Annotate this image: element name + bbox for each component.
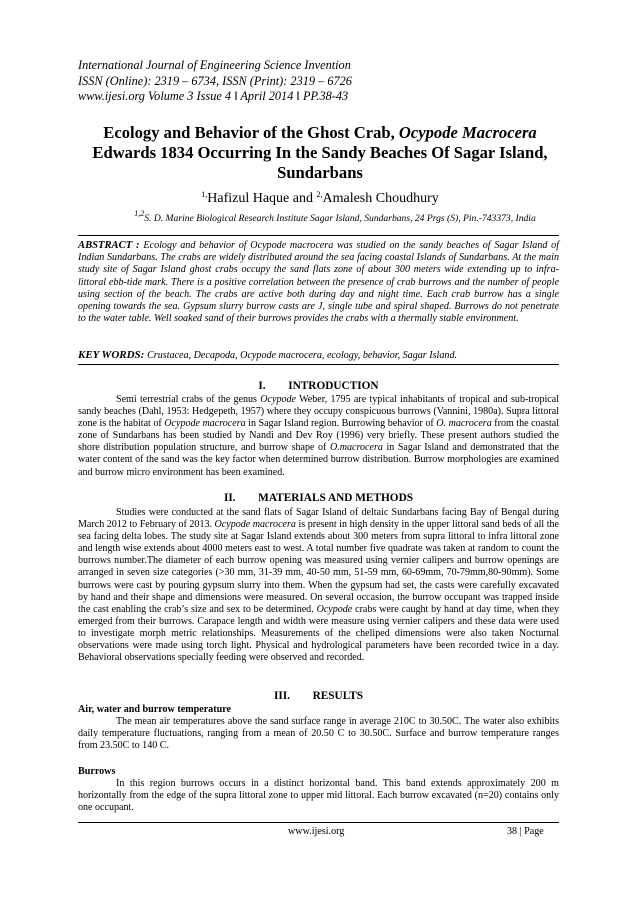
author-1: Hafizul Haque and xyxy=(207,191,317,206)
affiliation xyxy=(80,208,590,225)
journal-issn: ISSN (Online): 2319 – 6734, ISSN (Print): 2319 – 6726 xyxy=(78,73,352,88)
author-2-mark: 2, xyxy=(316,190,323,199)
journal-header xyxy=(78,58,578,105)
subheading-temperature: Air, water and burrow temperature xyxy=(78,704,231,715)
section-heading-introduction: I. INTRODUCTION xyxy=(258,380,379,392)
paper-title xyxy=(70,123,570,183)
title-species: Ocypode Macrocera xyxy=(398,123,537,142)
abstract-top-rule xyxy=(78,235,559,236)
burrows-paragraph: In this region burrows occurs in a distinct horizontal band. This band extends approximately 200 m horizontally from the edge of the supra littoral zone to upper mid littoral. Each burrow excavated (n=20) contains only one occupant. xyxy=(78,778,559,814)
keywords-text: Crustacea, Decapoda, Ocypode macrocera, ecology, behavior, Sagar Island. xyxy=(147,350,458,361)
title-part-1: Ecology and Behavior of the Ghost Crab, xyxy=(103,123,399,142)
footer-rule xyxy=(78,822,559,823)
journal-name: International Journal of Engineering Science Invention xyxy=(78,58,351,72)
footer-page-number: 38 | Page xyxy=(507,826,544,837)
journal-volume: www.ijesi.org Volume 3 Issue 4 ǁ April 2014 ǁ PP.38-43 xyxy=(78,89,349,103)
methods-paragraph: Studies were conducted at the sand flats of Sagar Island of deltaic Sundarbans facing Bay of Bengal during March 2012 to February of 2013. Ocypode macrocera is present in high density in the upper littoral sand beds of all the sea facing delta lobes. The study site at Sagar Island extends about 300 meters from supra littoral to infra littoral zone and length wise extends about 4000 meters east to west. A total number five quadrate was taken at random to count the burrows number.The diameter of each burrow opening was measured using vernier calipers and burrow openings are arranged in seven size categories (>30 mm, 31-39 mm, 40-50 mm, 51-59 mm, 60-69mm, 70-79mm,80-90mm). Some burrows were cast by pouring gypsum slurry into them. When the gypsum had set, the casts were carefully excavated by hand and their shape and dimensions were measured. On several occasion, the burrow occupant was trapped inside the cast enabling the crab’s size and sex to be determined. Ocypode crabs were caught by hand at day time, when they emerged from their burrows. Carapace length and width were measure using vernier calipers and these data were used to investigate morph metric relationships. Measurements of the cheliped dimensions were also taken Nocturnal observations were made using torch light. Physical and hydrological parameters have been recorded twice in a day. Behavioral observations specially feeding were observed and recorded. xyxy=(78,507,559,664)
keywords-bottom-rule xyxy=(78,364,559,365)
footer-url[interactable]: www.ijesi.org xyxy=(288,826,345,837)
section-heading-results: III. RESULTS xyxy=(273,690,364,702)
abstract-text: Ecology and behavior of Ocypode macrocera was studied on the sandy beaches of Sagar Island of Indian Sundarbans. The crabs are widely distributed around the sea facing coastal Islands of Sundarbans. At the main study site of Sagar Island ghost crabs occupy the sand flats zone of about 300 meters wide extending up to infra-littoral ebb-tide mark. There is a positive correlation between the presence of crab burrows and the number of people using section of the beach. The crabs are active both during day and night time. Each crab burrow has a single opening towards the sea. Gypsum slurry burrow casts are J, single tube and spiral shaped. Burrows do not penetrate to the water table. Well soaked sand of their burrows provides the crabs with a thermally stable environment. xyxy=(78,240,559,325)
subheading-burrows: Burrows xyxy=(78,766,116,777)
abstract xyxy=(78,240,559,325)
temperature-paragraph: The mean air temperatures above the sand surface range in average 210C to 30.50C. The water also exhibits daily temperature fluctuations, ranging from a mean of 20.50 C to 30.50C. Surface and burrow temperature ranges from 23.50C to 140 C. xyxy=(78,716,559,752)
abstract-label: ABSTRACT : xyxy=(78,240,144,251)
author-2: Amalesh Choudhury xyxy=(322,191,439,206)
author-1-mark: 1, xyxy=(201,190,208,199)
affiliation-text: S. D. Marine Biological Research Institute Sagar Island, Sundarbans, 24 Prgs (S), Pin.-743373, India xyxy=(144,213,536,224)
keywords xyxy=(78,349,559,362)
keywords-label: KEY WORDS: xyxy=(78,349,148,361)
authors xyxy=(70,187,570,207)
section-heading-methods: II. MATERIALS AND METHODS xyxy=(223,492,414,504)
introduction-paragraph: Semi terrestrial crabs of the genus Ocypode Weber, 1795 are typical inhabitants of tropical and sub-tropical sandy beaches (Dahl, 1953: Hedgepeth, 1957) where they occupy conspicuous burrows (Vannini, 1980a). Supra littoral zone is the habitat of Ocypode macrocera in Sagar Island region. Burrowing behavior of O. macrocera from the coastal zone of Sundarbans has been studied by Nandi and Dev Roy (1996) very briefly. These present authors studied the shore distribution population structure, and burrow shape of O.macrocera in Sagar Island and demonstrated that the water content of the sand was the key factor when determined burrow distribution. Burrow morphologies are examined and burrow micro environment has been examined. xyxy=(78,394,560,478)
affiliation-mark: 1,2 xyxy=(134,209,145,218)
title-part-3: Edwards 1834 Occurring In the Sandy Beaches Of Sagar Island, Sundarbans xyxy=(92,143,548,182)
